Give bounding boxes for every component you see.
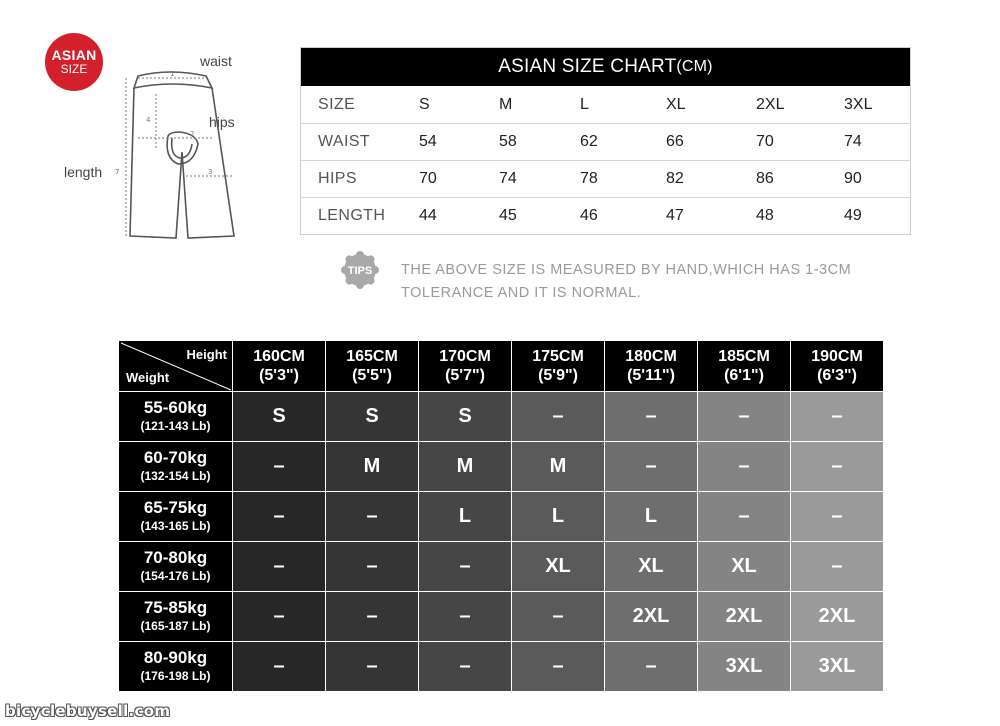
fit-size-cell: –: [605, 442, 698, 492]
tips-badge-icon: [340, 250, 380, 290]
size-chart-row-label: SIZE: [318, 95, 356, 113]
height-header: [419, 341, 512, 392]
size-chart-cell: S: [419, 95, 430, 113]
watermark: bicyclebuysell.com: [5, 702, 171, 720]
fit-size-cell: L: [419, 492, 512, 542]
size-chart-cell: 66: [666, 133, 684, 150]
size-chart-cell: 2XL: [756, 95, 785, 113]
weight-lb: (154-176 Lb): [140, 568, 211, 583]
tips-badge-label: TIPS: [347, 265, 373, 277]
size-chart-row-label: HIPS: [318, 170, 357, 187]
fit-size-cell: –: [512, 592, 605, 642]
height-header: [326, 341, 419, 392]
size-chart-title-text: ASIAN SIZE CHART: [498, 56, 677, 77]
corner-weight-label: Weight: [126, 370, 170, 385]
height-cm: 185CM: [718, 348, 770, 365]
fit-size-cell: –: [326, 592, 419, 642]
height-header: [605, 341, 698, 392]
size-chart-cell: 54: [419, 133, 437, 150]
tips-text: [401, 259, 921, 305]
height-ft: (6'1"): [724, 367, 764, 384]
size-chart-row: [301, 123, 910, 160]
fit-size-cell: –: [419, 642, 512, 692]
size-chart-cell: 58: [499, 133, 517, 150]
fit-size-cell: –: [233, 642, 326, 692]
height-header: [791, 341, 884, 392]
fit-size-cell: –: [326, 542, 419, 592]
length-label: length: [64, 164, 103, 180]
height-weight-fit-chart: [118, 340, 884, 692]
weight-kg: 70-80kg: [143, 547, 208, 567]
weight-lb: (132-154 Lb): [140, 468, 211, 483]
weight-kg: 75-85kg: [143, 597, 208, 617]
size-chart-title-unit: (CM): [676, 58, 713, 75]
fit-size-cell: XL: [698, 542, 791, 592]
fit-size-cell: 3XL: [791, 642, 884, 692]
height-ft: (5'7"): [445, 367, 485, 384]
weight-row: [119, 442, 884, 492]
fit-size-cell: 3XL: [698, 642, 791, 692]
fit-size-cell: 2XL: [698, 592, 791, 642]
fit-size-cell: –: [326, 492, 419, 542]
size-chart-cell: 74: [499, 170, 517, 187]
marker-4: 4: [146, 116, 151, 124]
height-cm: 170CM: [439, 348, 491, 365]
fit-size-cell: –: [791, 392, 884, 442]
weight-kg: 55-60kg: [143, 397, 208, 417]
fit-size-cell: –: [233, 442, 326, 492]
size-chart-title: [301, 48, 910, 86]
height-header: [698, 341, 791, 392]
size-chart-cell: XL: [666, 95, 686, 113]
fit-size-cell: –: [326, 642, 419, 692]
fit-size-cell: –: [605, 392, 698, 442]
fit-size-cell: S: [419, 392, 512, 442]
fit-size-cell: M: [419, 442, 512, 492]
height-ft: (5'11"): [627, 367, 675, 384]
weight-header: [119, 392, 233, 442]
fit-size-cell: –: [791, 542, 884, 592]
fit-size-cell: L: [512, 492, 605, 542]
badge-line1: ASIAN: [51, 47, 97, 63]
height-cm: 160CM: [253, 348, 305, 365]
weight-header: [119, 542, 233, 592]
weight-row: [119, 592, 884, 642]
fit-size-cell: M: [326, 442, 419, 492]
height-ft: (5'9"): [538, 367, 578, 384]
weight-kg: 60-70kg: [143, 447, 208, 467]
marker-2: 2: [190, 130, 195, 138]
size-chart-cell: 3XL: [844, 95, 873, 113]
fit-size-cell: L: [605, 492, 698, 542]
weight-header: [119, 592, 233, 642]
size-chart-row: [301, 160, 910, 197]
height-header: [512, 341, 605, 392]
tips-line1: THE ABOVE SIZE IS MEASURED BY HAND,WHICH HAS 1-3CM: [401, 262, 852, 278]
weight-header: [119, 642, 233, 692]
size-chart-cell: M: [499, 95, 513, 113]
fit-size-cell: S: [233, 392, 326, 442]
size-chart-cell: 70: [419, 170, 437, 187]
size-chart-cell: 78: [580, 170, 598, 187]
fit-size-cell: S: [326, 392, 419, 442]
height-header: [233, 341, 326, 392]
size-chart-cell: 49: [844, 207, 862, 224]
fit-size-cell: 2XL: [605, 592, 698, 642]
fit-size-cell: XL: [605, 542, 698, 592]
marker-3: 3: [208, 168, 213, 176]
size-chart-cell: 45: [499, 207, 517, 224]
size-chart-cell: 86: [756, 170, 774, 187]
weight-row: [119, 642, 884, 692]
fit-size-cell: –: [512, 642, 605, 692]
fit-size-cell: –: [419, 592, 512, 642]
asian-size-chart: [300, 47, 911, 235]
size-chart-cell: 70: [756, 133, 774, 150]
fit-size-cell: –: [791, 492, 884, 542]
fit-size-cell: M: [512, 442, 605, 492]
weight-header: [119, 492, 233, 542]
fit-size-cell: –: [605, 642, 698, 692]
marker-1: 1: [170, 70, 175, 78]
size-chart-cell: 82: [666, 170, 684, 187]
weight-header: [119, 442, 233, 492]
marker-7: 7: [115, 168, 120, 176]
weight-row: [119, 492, 884, 542]
size-chart-cell: 47: [666, 207, 684, 224]
height-ft: (6'3"): [817, 367, 857, 384]
size-chart-cell: 74: [844, 133, 862, 150]
size-chart-cell: 46: [580, 207, 598, 224]
height-ft: (5'3"): [259, 367, 299, 384]
size-chart-cell: 48: [756, 207, 774, 224]
fit-size-cell: –: [698, 392, 791, 442]
weight-lb: (165-187 Lb): [140, 618, 211, 633]
tips-line2: TOLERANCE AND IT IS NORMAL.: [401, 285, 642, 301]
size-chart-row: [301, 197, 910, 234]
shorts-diagram: [60, 48, 260, 253]
fit-size-cell: –: [698, 492, 791, 542]
corner-cell: [119, 341, 233, 392]
height-cm: 165CM: [346, 348, 398, 365]
fit-size-cell: –: [233, 542, 326, 592]
height-ft: (5'5"): [352, 367, 392, 384]
badge-line2: SIZE: [60, 62, 88, 76]
fit-size-cell: –: [233, 592, 326, 642]
fit-size-cell: 2XL: [791, 592, 884, 642]
weight-row: [119, 542, 884, 592]
fit-size-cell: –: [698, 442, 791, 492]
weight-kg: 65-75kg: [143, 497, 208, 517]
height-cm: 180CM: [625, 348, 677, 365]
corner-height-label: Height: [186, 347, 227, 362]
weight-kg: 80-90kg: [143, 647, 208, 667]
fit-size-cell: –: [419, 542, 512, 592]
size-chart-cell: 62: [580, 133, 598, 150]
size-chart-row-label: LENGTH: [318, 207, 386, 224]
height-cm: 175CM: [532, 348, 584, 365]
size-chart-row-label: WAIST: [318, 133, 371, 150]
fit-size-cell: –: [512, 392, 605, 442]
hips-label: hips: [209, 114, 235, 130]
weight-lb: (176-198 Lb): [140, 668, 211, 683]
size-chart-cell: 90: [844, 170, 862, 187]
size-chart-cell: L: [580, 95, 589, 113]
waist-label: waist: [200, 53, 232, 69]
weight-row: [119, 392, 884, 442]
fit-size-cell: –: [791, 442, 884, 492]
height-cm: 190CM: [811, 348, 863, 365]
size-chart-row: [301, 86, 910, 123]
fit-size-cell: XL: [512, 542, 605, 592]
weight-lb: (143-165 Lb): [140, 518, 211, 533]
weight-lb: (121-143 Lb): [140, 418, 211, 433]
fit-size-cell: –: [233, 492, 326, 542]
size-chart-cell: 44: [419, 207, 437, 224]
